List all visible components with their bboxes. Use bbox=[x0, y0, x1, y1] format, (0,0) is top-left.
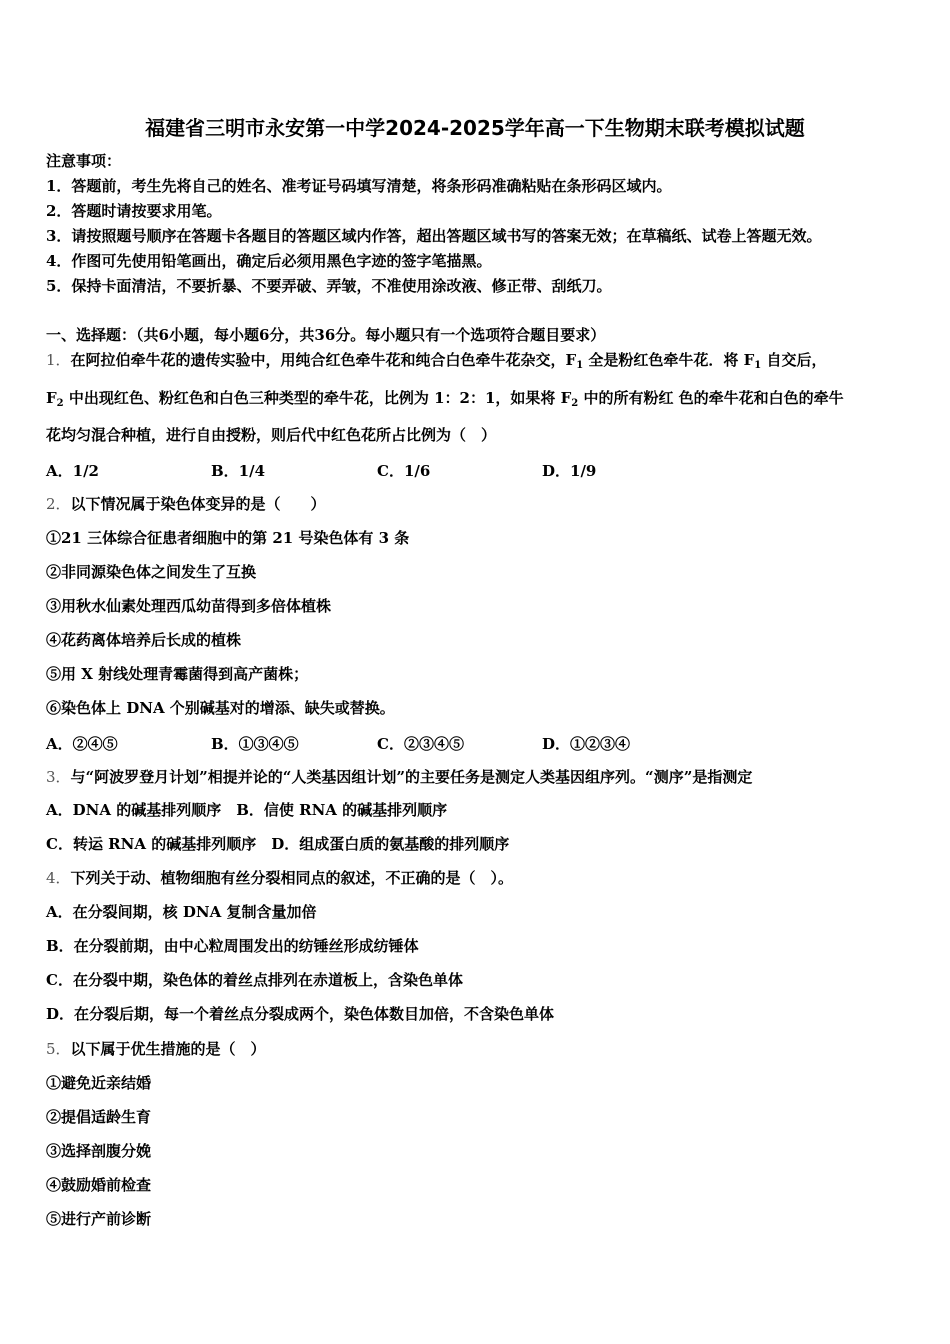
notice-heading: 注意事项： bbox=[46, 152, 122, 170]
notice-item: 1．答题前，考生先将自己的姓名、准考证号码填写清楚，将条形码准确粘贴在条形码区域内。 bbox=[46, 177, 672, 195]
question-number: 2． bbox=[46, 495, 71, 513]
question-number: 1． bbox=[46, 351, 71, 369]
option-d: D．在分裂后期，每一个着丝点分裂成两个，染色体数目加倍，不含染色单体 bbox=[46, 1005, 555, 1023]
question-4-stem: 4．下列关于动、植物细胞有丝分裂相同点的叙述，不正确的是（ ）。 bbox=[46, 869, 514, 887]
notice-item: 5．保持卡面清洁，不要折暴、不要弄破、弄皱，不准使用涂改液、修正带、刮纸刀。 bbox=[46, 277, 612, 295]
option-a: A．1/2 bbox=[46, 462, 99, 480]
question-3-stem: 3．与“阿波罗登月计划”相提并论的“人类基因组计划”的主要任务是测定人类基因组序列。“测序”是指测定 bbox=[46, 768, 753, 786]
option-c: C．在分裂中期，染色体的着丝点排列在赤道板上，含染色单体 bbox=[46, 971, 463, 989]
option-c: C．②③④⑤ bbox=[377, 735, 464, 753]
list-item: ④鼓励婚前检查 bbox=[46, 1176, 152, 1194]
list-item: ②提倡适龄生育 bbox=[46, 1108, 152, 1126]
question-number: 5． bbox=[46, 1040, 71, 1058]
option-a: A．在分裂间期，核 DNA 复制含量加倍 bbox=[46, 903, 317, 921]
question-1-line-3: 花均匀混合种植，进行自由授粉，则后代中红色花所占比例为（ ） bbox=[46, 426, 497, 444]
list-item: ⑤进行产前诊断 bbox=[46, 1210, 152, 1228]
list-item: ④花药离体培养后长成的植株 bbox=[46, 631, 242, 649]
option-b: B．在分裂前期，由中心粒周围发出的纺锤丝形成纺锤体 bbox=[46, 937, 419, 955]
list-item: ③用秋水仙素处理西瓜幼苗得到多倍体植株 bbox=[46, 597, 332, 615]
option-b: B．1/4 bbox=[211, 462, 266, 480]
page-title: 福建省三明市永安第一中学2024-2025学年高一下生物期末联考模拟试题 bbox=[145, 116, 805, 140]
question-5-stem: 5．以下属于优生措施的是（ ） bbox=[46, 1040, 266, 1058]
option-d: D．①②③④ bbox=[542, 735, 631, 753]
notice-item: 2．答题时请按要求用笔。 bbox=[46, 202, 222, 220]
option-b: B．①③④⑤ bbox=[211, 735, 299, 753]
list-item: ⑤用 X 射线处理青霉菌得到高产菌株； bbox=[46, 665, 309, 683]
list-item: ①21 三体综合征患者细胞中的第 21 号染色体有 3 条 bbox=[46, 529, 410, 547]
question-number: 4． bbox=[46, 869, 71, 887]
question-1-line-1: 1．在阿拉伯牵牛花的遗传实验中，用纯合红色牵牛花和纯合白色牵牛花杂交，$F_1$ 全是粉红色牵牛花．将 $F_1$ 自交后， bbox=[46, 351, 827, 371]
option-a: A．②④⑤ bbox=[46, 735, 118, 753]
list-item: ①避免近亲结婚 bbox=[46, 1074, 152, 1092]
notice-item: 3．请按照题号顺序在答题卡各题目的答题区域内作答，超出答题区域书写的答案无效；在草稿纸、试卷上答题无效。 bbox=[46, 227, 822, 245]
section-heading: 一、选择题：（共6小题，每小题6分，共36分。每小题只有一个选项符合题目要求） bbox=[46, 326, 606, 344]
notice-item: 4．作图可先使用铅笔画出，确定后必须用黑色字迹的签字笔描黑。 bbox=[46, 252, 492, 270]
question-1-line-2: $F_2$ 中出现红色、粉红色和白色三种类型的牵牛花，比例为 1：2：1，如果将 $F_2$ 中的所有粉红 色的牵牛花和白色的牵牛 bbox=[46, 389, 844, 409]
question-2-stem: 2．以下情况属于染色体变异的是（ ） bbox=[46, 495, 326, 513]
list-item: ②非同源染色体之间发生了互换 bbox=[46, 563, 257, 581]
option-row: C．转运 RNA 的碱基排列顺序 D．组成蛋白质的氨基酸的排列顺序 bbox=[46, 835, 510, 853]
option-row: A．DNA 的碱基排列顺序 B．信使 RNA 的碱基排列顺序 bbox=[46, 801, 448, 819]
question-number: 3． bbox=[46, 768, 71, 786]
list-item: ⑥染色体上 DNA 个别碱基对的增添、缺失或替换。 bbox=[46, 699, 395, 717]
list-item: ③选择剖腹分娩 bbox=[46, 1142, 152, 1160]
option-d: D．1/9 bbox=[542, 462, 597, 480]
option-c: C．1/6 bbox=[377, 462, 431, 480]
